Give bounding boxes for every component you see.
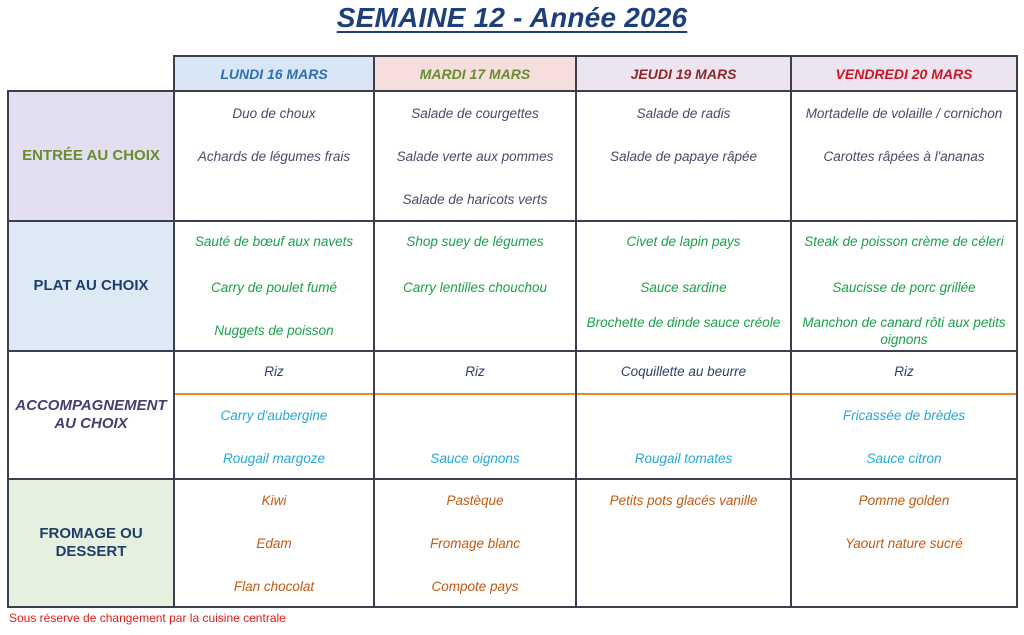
row-entree [8, 91, 1017, 221]
menu-item: Rougail tomates [634, 451, 733, 466]
page-title: SEMAINE 12 - Année 2026 [336, 2, 688, 33]
day-header-row [8, 56, 1017, 91]
menu-item: Mortadelle de volaille / cornichon [805, 106, 1003, 121]
plat-jeudi [576, 221, 791, 351]
menu-item: Brochette de dinde sauce créole [586, 315, 781, 330]
plat-lundi [174, 221, 374, 351]
menu-table [7, 55, 1018, 608]
menu-item: Salade de papaye râpée [609, 149, 758, 164]
disclaimer-note: Sous réserve de changement par la cuisine centrale [9, 611, 286, 625]
menu-item: Duo de choux [232, 106, 316, 121]
menu-item: Shop suey de légumes [406, 234, 544, 249]
menu-item: Carry de poulet fumé [210, 280, 338, 295]
menu-item: Compote pays [431, 579, 519, 594]
category-accompagnement: ACCOMPAGNEMENT AU CHOIX [8, 351, 174, 479]
row-accompagnement [8, 351, 1017, 479]
menu-item: Yaourt nature sucré [845, 536, 963, 551]
category-plat: PLAT AU CHOIX [8, 221, 174, 351]
menu-item: Carry d'aubergine [220, 408, 328, 423]
menu-item: Pomme golden [858, 493, 950, 508]
entree-vendredi [791, 91, 1017, 221]
day-header-jeudi: JEUDI 19 MARS [576, 56, 791, 91]
accompagnement-jeudi [576, 351, 791, 479]
menu-item: Steak de poisson crème de céleri [804, 234, 1004, 249]
dessert-jeudi [576, 479, 791, 607]
day-header-vendredi: VENDREDI 20 MARS [791, 56, 1017, 91]
category-entree: ENTRÉE AU CHOIX [8, 91, 174, 221]
menu-item: Rougail margoze [222, 451, 326, 466]
dessert-vendredi [791, 479, 1017, 607]
corner-cell [8, 56, 174, 91]
menu-item: Sauce sardine [640, 280, 727, 295]
menu-item: Saucisse de porc grillée [832, 280, 976, 295]
menu-item: Petits pots glacés vanille [609, 493, 758, 508]
accompagnement-base: Riz [792, 352, 1016, 395]
entree-lundi [174, 91, 374, 221]
day-header-lundi: LUNDI 16 MARS [174, 56, 374, 91]
menu-item: Manchon de canard rôti aux petits oignons [802, 315, 1006, 347]
menu-item: Carottes râpées à l'ananas [823, 149, 985, 164]
accompagnement-lundi [174, 351, 374, 479]
accompagnement-base: Coquillette au beurre [577, 352, 790, 395]
accompagnement-mardi [374, 351, 576, 479]
menu-item: Fromage blanc [429, 536, 521, 551]
menu-item: Flan chocolat [233, 579, 315, 594]
menu-item: Sauce citron [866, 451, 942, 466]
menu-item: Salade de courgettes [411, 106, 539, 121]
plat-mardi [374, 221, 576, 351]
day-header-mardi: MARDI 17 MARS [374, 56, 576, 91]
menu-item: Carry lentilles chouchou [402, 280, 548, 295]
plat-vendredi [791, 221, 1017, 351]
menu-item: Kiwi [261, 493, 287, 508]
menu-item: Edam [256, 536, 292, 551]
accompagnement-base: Riz [375, 352, 575, 395]
menu-item: Achards de légumes frais [197, 149, 351, 164]
dessert-lundi [174, 479, 374, 607]
menu-item: Salade de radis [636, 106, 731, 121]
category-dessert: FROMAGE OU DESSERT [8, 479, 174, 607]
menu-item: Fricassée de brèdes [842, 408, 966, 423]
menu-item: Salade verte aux pommes [396, 149, 554, 164]
menu-item: Salade de haricots verts [402, 192, 548, 207]
menu-item: Nuggets de poisson [214, 323, 334, 338]
menu-item: Pastèque [446, 493, 504, 508]
menu-item: Sauté de bœuf aux navets [194, 234, 354, 249]
menu-item: Sauce oignons [430, 451, 520, 466]
entree-jeudi [576, 91, 791, 221]
row-plat [8, 221, 1017, 351]
row-dessert [8, 479, 1017, 607]
accompagnement-vendredi [791, 351, 1017, 479]
entree-mardi [374, 91, 576, 221]
menu-item: Civet de lapin pays [626, 234, 741, 249]
dessert-mardi [374, 479, 576, 607]
accompagnement-base: Riz [175, 352, 373, 395]
